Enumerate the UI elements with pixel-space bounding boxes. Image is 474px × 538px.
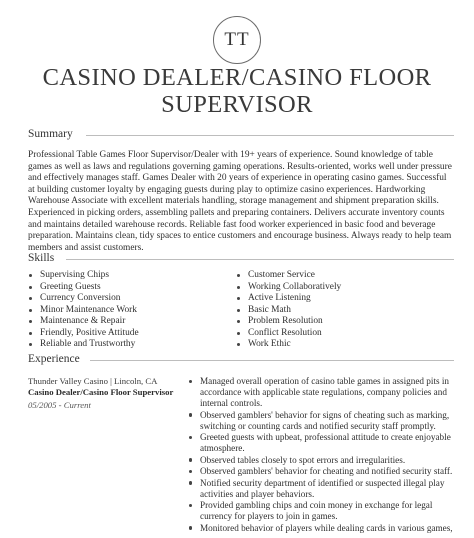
experience-divider	[90, 360, 454, 361]
skills-divider	[66, 259, 454, 260]
monogram-initials: TT	[224, 29, 250, 50]
job-bullet: Observed gamblers' behavior for signs of cheating such as marking, switching or counting cards and notified security staff promptly.	[188, 410, 458, 432]
job-bullet: Provided gambling chips and coin money in exchange for legal currency for players to join in games.	[188, 500, 458, 522]
skills-list-left	[28, 270, 238, 351]
summary-text: Professional Table Games Floor Supervisor/Dealer with 19+ years of experience. Sound knowledge of table games as well as laws and regulations governing gaming operations. Results-oriented, works well under pressure and effectively manages staff. Games Dealer with 20 years of experience in operating casino games. Successful at building customer loyalty by engaging guests during play to optimize casino experiences. Hardworking Warehouse Associate with excellent materials handling, storage management and shipment preparation skills. Experienced in picking orders, assembling pallets and preparing containers. Delivers accurate inventory counts and maintains detailed warehouse records. Reliable fast food worker experienced in basic food and beverage preparation. Maintains clean, tidy spaces to entice customers and encourage business. Always ready to help team members and assist customers.	[28, 150, 452, 253]
skill-item: Reliable and Trustworthy	[28, 339, 238, 351]
monogram-badge	[213, 16, 261, 64]
skill-item: Friendly, Positive Attitude	[28, 328, 238, 340]
skill-item: Supervising Chips	[28, 270, 238, 282]
skill-item: Currency Conversion	[28, 293, 238, 305]
job-company: Thunder Valley Casino | Lincoln, CA	[28, 376, 158, 386]
skill-item: Customer Service	[236, 270, 456, 282]
job-responsibilities	[188, 376, 458, 534]
skill-item: Problem Resolution	[236, 316, 456, 328]
summary-divider	[86, 135, 454, 136]
skill-item: Minor Maintenance Work	[28, 305, 238, 317]
experience-heading: Experience	[28, 353, 80, 365]
job-bullet: Notified security department of identified or suspected illegal play activities and player behaviors.	[188, 478, 458, 500]
skill-item: Greeting Guests	[28, 282, 238, 294]
skill-item: Working Collaboratively	[236, 282, 456, 294]
job-dates: 05/2005 - Current	[28, 399, 91, 410]
skill-item: Basic Math	[236, 305, 456, 317]
skills-list-right	[236, 270, 456, 351]
job-bullet: Observed gamblers' behavior for cheating and notified security staff.	[188, 466, 458, 477]
skill-item: Maintenance & Repair	[28, 316, 238, 328]
name-line-2: SUPERVISOR	[161, 91, 313, 118]
summary-heading: Summary	[28, 128, 73, 140]
resume-name-title	[0, 64, 474, 118]
skill-item: Conflict Resolution	[236, 328, 456, 340]
job-title: Casino Dealer/Casino Floor Supervisor	[28, 386, 174, 397]
name-line-1: CASINO DEALER/CASINO FLOOR	[42, 64, 432, 91]
skills-heading: Skills	[28, 252, 55, 264]
job-meta	[28, 376, 178, 410]
job-bullet: Greeted guests with upbeat, professional attitude to create enjoyable atmosphere.	[188, 432, 458, 454]
skill-item: Active Listening	[236, 293, 456, 305]
skill-item: Work Ethic	[236, 339, 456, 351]
job-bullet: Managed overall operation of casino table games in assigned pits in accordance with applicable state regulations, company policies and internal controls.	[188, 376, 458, 409]
job-bullet: Observed tables closely to spot errors and irregularities.	[188, 455, 458, 466]
job-bullet: Monitored behavior of players while dealing cards in various games,	[188, 523, 458, 534]
